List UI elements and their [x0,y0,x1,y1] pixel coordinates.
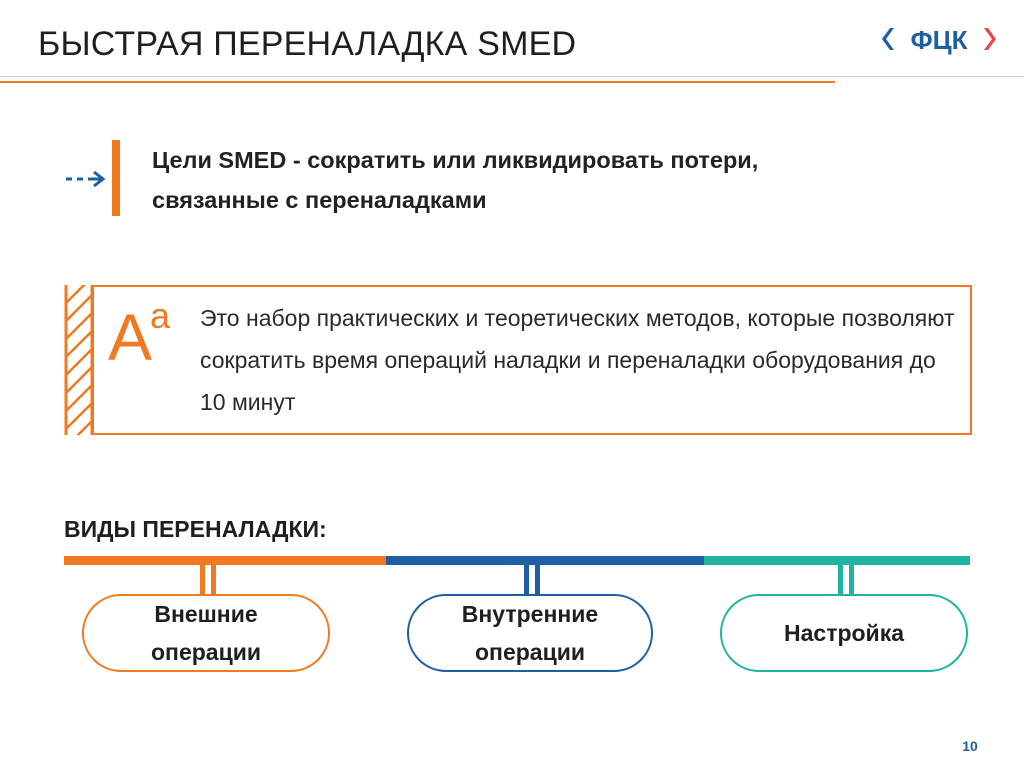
type-adjustment-label: Настройка [784,620,904,646]
types-bar-blue [386,556,704,565]
type-internal-operations-label: Внутренние операции [461,601,599,665]
header-accent-line [0,81,835,83]
definition-text: Это набор практических и теоретических методов, которые позволяют сократить время операций наладки и переналадки оборудования до 10 минут [200,305,955,415]
logo-left-chevron-icon [882,28,894,50]
font-aa-icon-big: A [108,300,153,374]
type-external-operations-label: Внешние операции [151,601,261,665]
goal-text: Цели SMED - сократить или ликвидировать потери, связанные с переналадками [152,147,759,213]
types-bar-orange [64,556,386,565]
types-bar-teal [704,556,970,565]
logo-text: ФЦК [910,25,968,55]
type-internal-operations [407,594,653,672]
connector-blue [524,565,540,595]
connector-orange [200,565,216,595]
header-divider [0,76,1024,77]
type-adjustment [720,594,968,672]
dashed-arrow-icon [64,166,110,192]
page-title: БЫСТРАЯ ПЕРЕНАЛАДКА SMED [38,25,577,63]
connector-teal [838,565,854,595]
type-external-operations [82,594,330,672]
goal-accent-bar [112,140,120,216]
logo-right-chevron-icon [984,28,996,50]
company-logo [880,22,998,56]
page-number: 10 [962,738,978,754]
types-heading: ВИДЫ ПЕРЕНАЛАДКИ: [64,516,327,542]
font-aa-icon-small: a [150,295,171,336]
